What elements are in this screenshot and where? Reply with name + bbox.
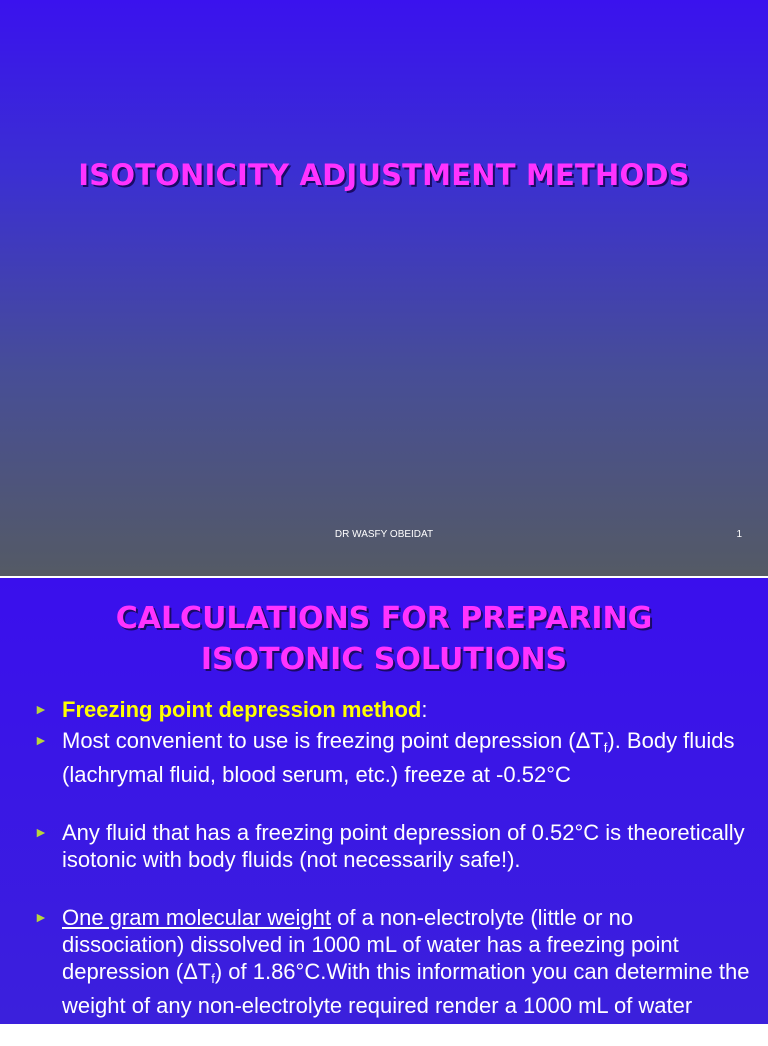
bullet-item	[34, 819, 754, 873]
slide-page-number: 1	[736, 529, 742, 540]
bullet-item	[34, 727, 754, 788]
slide-title-line-2: ISOTONIC SOLUTIONS	[200, 642, 568, 677]
bullet-text: of a non-electrolyte (little or no dissociation) dissolved in 1000 mL of water has a freezing point depression (ΔT	[62, 905, 679, 984]
slide-footer-author: DR WASFY OBEIDAT	[334, 529, 434, 540]
bullet-text: Most convenient to use is freezing point depression (ΔT	[62, 728, 604, 753]
bullet-text: Any fluid that has a freezing point depression of 0.52°C is theoretically isotonic with body fluids (not necessarily safe!).	[62, 820, 745, 872]
bullet-item	[34, 696, 754, 723]
bullet-list	[34, 696, 754, 1046]
slide-title: ISOTONICITY ADJUSTMENT METHODS	[78, 158, 690, 192]
slide-title	[0, 598, 768, 680]
right-pointer-icon: ►	[34, 909, 48, 925]
subscript: f	[211, 971, 215, 986]
subscript: f	[603, 740, 608, 755]
bullet-underlined-term: One gram molecular weight	[62, 905, 332, 930]
slide-2	[0, 578, 768, 1045]
right-pointer-icon: ►	[34, 701, 48, 717]
slide-title-line-1: CALCULATIONS FOR PREPARING	[115, 601, 653, 636]
bullet-text: :	[421, 697, 428, 722]
bullet-item	[34, 904, 754, 1046]
right-pointer-icon: ►	[34, 824, 48, 840]
right-pointer-icon: ►	[34, 732, 48, 748]
bullet-highlight: Freezing point depression method	[62, 697, 422, 722]
bullet-text: ) of 1.86°C.With this information you can determine the weight of any non-electrolyte required render a 1000 mL of water isotonic.	[62, 959, 750, 1045]
bullet-text: ). Body fluids (lachrymal fluid, blood serum, etc.) freeze at -0.52°C	[62, 728, 735, 787]
